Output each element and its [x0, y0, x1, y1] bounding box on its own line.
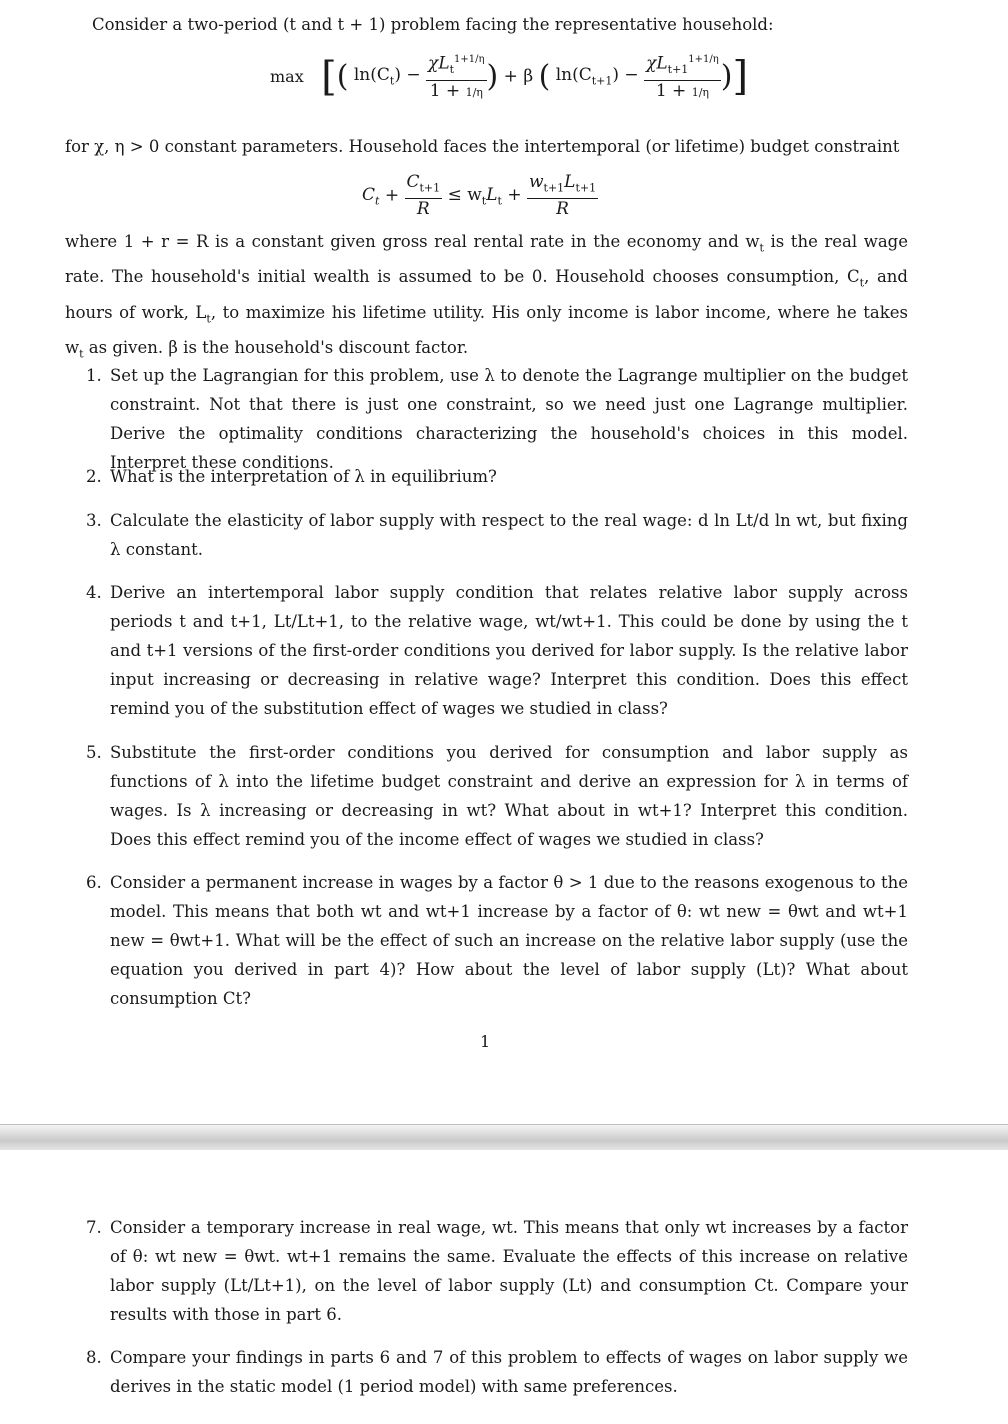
document-page-2	[0, 1150, 1008, 1424]
question-3: 3. Calculate the elasticity of labor supply with respect to the real wage: d ln Lt/d ln wt, but fixing λ constant.	[86, 511, 908, 559]
intro-text: Consider a two-period (t and t + 1) problem facing the representative household:	[92, 15, 774, 34]
question-1: 1. Set up the Lagrangian for this problem, use λ to denote the Lagrange multiplier on the budget constraint. Not that there is just one constraint, so we need just one Lagrange multiplier. Derive the optimality conditions characterizing the household's choices in this model. Interpret these conditions.	[86, 366, 908, 472]
question-4: 4. Derive an intertemporal labor supply condition that relates relative labor supply across periods t and t+1, Lt/Lt+1, to the relative wage, wt/wt+1. This could be done by using the t and t+1 versions of the first-order conditions you derived for labor supply. Is the relative labor input increasing or decreasing in relative wage? Interpret this condition. Does this effect remind you of the substitution effect of wages we studied in class?	[86, 583, 908, 718]
parameters-text: for χ, η > 0 constant parameters. Household faces the intertemporal (or lifetime) budget constraint	[65, 137, 900, 156]
question-2: 2. What is the interpretation of λ in equilibrium?	[86, 467, 497, 486]
question-8: 8. Compare your findings in parts 6 and 7 of this problem to effects of wages on labor supply we derives in the static model (1 period model) with same preferences.	[86, 1348, 908, 1396]
question-5: 5. Substitute the first-order conditions you derived for consumption and labor supply as functions of λ into the lifetime budget constraint and derive an expression for λ in terms of wages. Is λ increasing or decreasing in wt? What about in wt+1? Interpret this condition. Does this effect remind you of the income effect of wages we studied in class?	[86, 743, 908, 849]
question-6: 6. Consider a permanent increase in wages by a factor θ > 1 due to the reasons exogenous to the model. This means that both wt and wt+1 increase by a factor of θ: wt new = θwt and wt+1 new = θwt+1. What will be the effect of such an increase on the relative labor supply (use the equation you derived in part 4)? How about the level of labor supply (Lt)? What about consumption Ct?	[86, 873, 908, 1008]
page-separator	[0, 1124, 1008, 1152]
budget-constraint-equation: $C_t$ + $\frac{C_{t+1}}{R}$ ≤ $w_tL_t$ + $\frac{w_{t+1}L_{t+1}}{R}$	[362, 172, 597, 220]
description-paragraph: where 1 + r = R is a constant given gross real rental rate in the economy and $w_t$ is the real wage rate. The household's initial wealth is assumed to be 0. Household chooses consumption, $C_t$, and hours of work, $L_t$, to maximize his lifetime utility. His only income is labor income, where he takes $w_t$ as given. β is the household's discount factor.	[65, 232, 908, 361]
page-number: 1	[480, 1032, 491, 1051]
question-7: 7. Consider a temporary increase in real wage, wt. This means that only wt increases by a factor of θ: wt new = θwt. wt+1 remains the same. Evaluate the effects of this increase on relative labor supply (Lt/Lt+1), on the level of labor supply (Lt) and consumption Ct. Compare your results with those in part 6.	[86, 1218, 908, 1324]
objective-equation: max [( $\ln(C_t)$ − $\frac{\chi L_t^{1+1/\eta}}{1 + 1/\eta}$ ) + β ( $\ln(C_{t+1})$ − $\frac{\chi L_{t+1}^{1+1/\eta}}{1 + 1/\eta}$ )]	[270, 50, 748, 103]
